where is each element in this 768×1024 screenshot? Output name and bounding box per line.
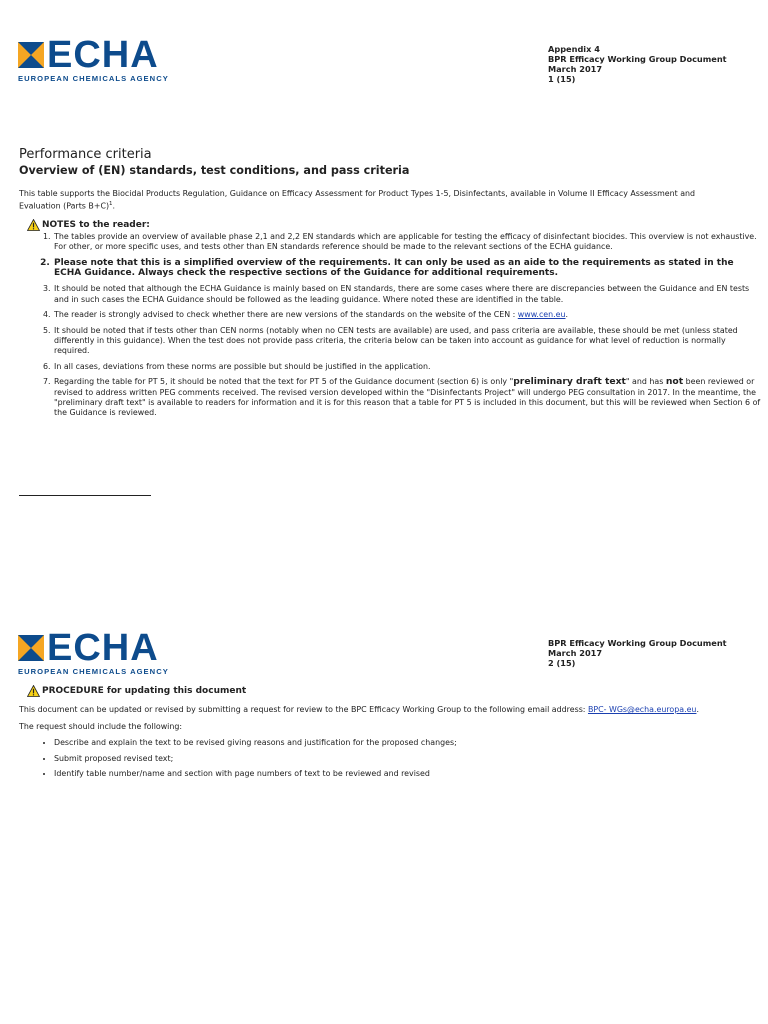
header-line: Appendix 4 [548,44,600,54]
header-line: 1 (15) [548,74,576,84]
page-header [548,44,727,84]
footnote-divider [19,495,151,496]
note-emphasis: preliminary draft text [513,376,626,388]
note-item: 1. The tables provide an overview of available phase 2,1 and 2,2 EN standards which are applicable for testing the efficacy of disinfectant biocides. This overview is not exhaustive. For other, or more specific uses, and tests other than EN standards reference should be made to the relevant sections of the ECHA guidance. [53,232,761,252]
procedure-list-item: • Describe and explain the text to be revised giving reasons and justification for the proposed changes; [54,738,457,748]
logo-subtitle: EUROPEAN CHEMICALS AGENCY [18,667,169,676]
cen-link[interactable]: www.cen.eu [517,310,566,320]
intro-text: This table supports the Biocidal Products Regulation, Guidance on Efficacy Assessment for Product Types 1-5, Disinfectants, available in Volume II Efficacy Assessment and Evaluation (Parts B+C) [19,189,696,211]
note-text: Regarding the table for PT 5, it should be noted that the text for PT 5 of the Guidance document (section 6) is only " [54,377,514,387]
procedure-paragraph [19,705,749,715]
notes-heading [27,219,150,231]
header-line: BPR Efficacy Working Group Document [548,54,727,64]
note-text: been reviewed or revised to address written PEG comments received. The revised version developed within the "Disinfectants Project" will undergo PEG consultation in 2017. In the meantime, the "preliminary draft text" is available to readers for information and it is for this reason that a table for PT 5 is included in this document, but this will be reviewed when Section 6 of the Guidance is reviewed. [54,377,761,417]
note-text: . [565,310,569,320]
logo-subtitle: EUROPEAN CHEMICALS AGENCY [18,74,169,83]
note-item [53,310,761,320]
note-item: 2. Please note that this is a simplified overview of the requirements. It can only be used as an aide to the requirements as stated in the ECHA Guidance. Always check the respective sections of the Guidance for additional requirements. [53,258,761,279]
procedure-heading-text: PROCEDURE for updating this document [42,686,247,696]
note-text: The reader is strongly advised to check whether there are new versions of the standards on the website of the CEN : [54,310,518,320]
footnote-ref[interactable]: 1 [109,201,113,208]
logo-wordmark: ECHA [47,627,159,669]
logo-wordmark: ECHA [47,34,159,76]
procedure-list-item: • Submit proposed revised text; [54,754,457,764]
header-line: 2 (15) [548,658,576,668]
intro-end: . [112,201,116,211]
page-header [548,638,727,668]
note-text: " and has [625,377,666,387]
note-emphasis: not [665,376,684,388]
header-line: March 2017 [548,64,603,74]
header-line: BPR Efficacy Working Group Document [548,638,727,648]
procedure-list-item: • Identify table number/name and section with page numbers of text to be reviewed and revised [54,769,457,779]
notes-list [19,232,761,424]
procedure-list [19,738,457,785]
page-title: Performance criteria [19,147,152,162]
procedure-request-text: The request should include the following: [19,722,183,731]
note-item: 3. It should be noted that although the ECHA Guidance is mainly based on EN standards, there are some cases where there are discrepancies between the Guidance and EN tests and in such cases the ECHA Guidance should be followed as the leading guidance. Where noted these are identified in the table. [53,284,761,304]
echa-logo-icon [18,635,44,661]
echa-logo [18,34,169,83]
notes-heading-text: NOTES to the reader: [42,220,150,230]
note-item: 6. In all cases, deviations from these norms are possible but should be justified in the application. [53,362,761,372]
email-link[interactable]: BPC- WGs@echa.europa.eu [587,705,697,714]
warning-icon [27,685,40,697]
echa-logo [18,627,169,676]
page-subtitle: Overview of (EN) standards, test conditions, and pass criteria [19,164,410,177]
intro-paragraph [19,189,739,212]
header-line: March 2017 [548,648,603,658]
procedure-text: This document can be updated or revised by submitting a request for review to the BPC Efficacy Working Group to the following email address: [19,705,588,714]
procedure-heading [27,685,246,697]
note-item [53,377,761,418]
echa-logo-icon [18,42,44,68]
procedure-text: . [696,705,699,714]
warning-icon [27,219,40,231]
note-item: 5. It should be noted that if tests other than CEN norms (notably when no CEN tests are available) are used, and pass criteria are available, these should be met (unless stated differently in this guidance). When the test does not provide pass criteria, the criteria below can be taken into account as guidance for what level of reduction is normally required. [53,326,761,357]
